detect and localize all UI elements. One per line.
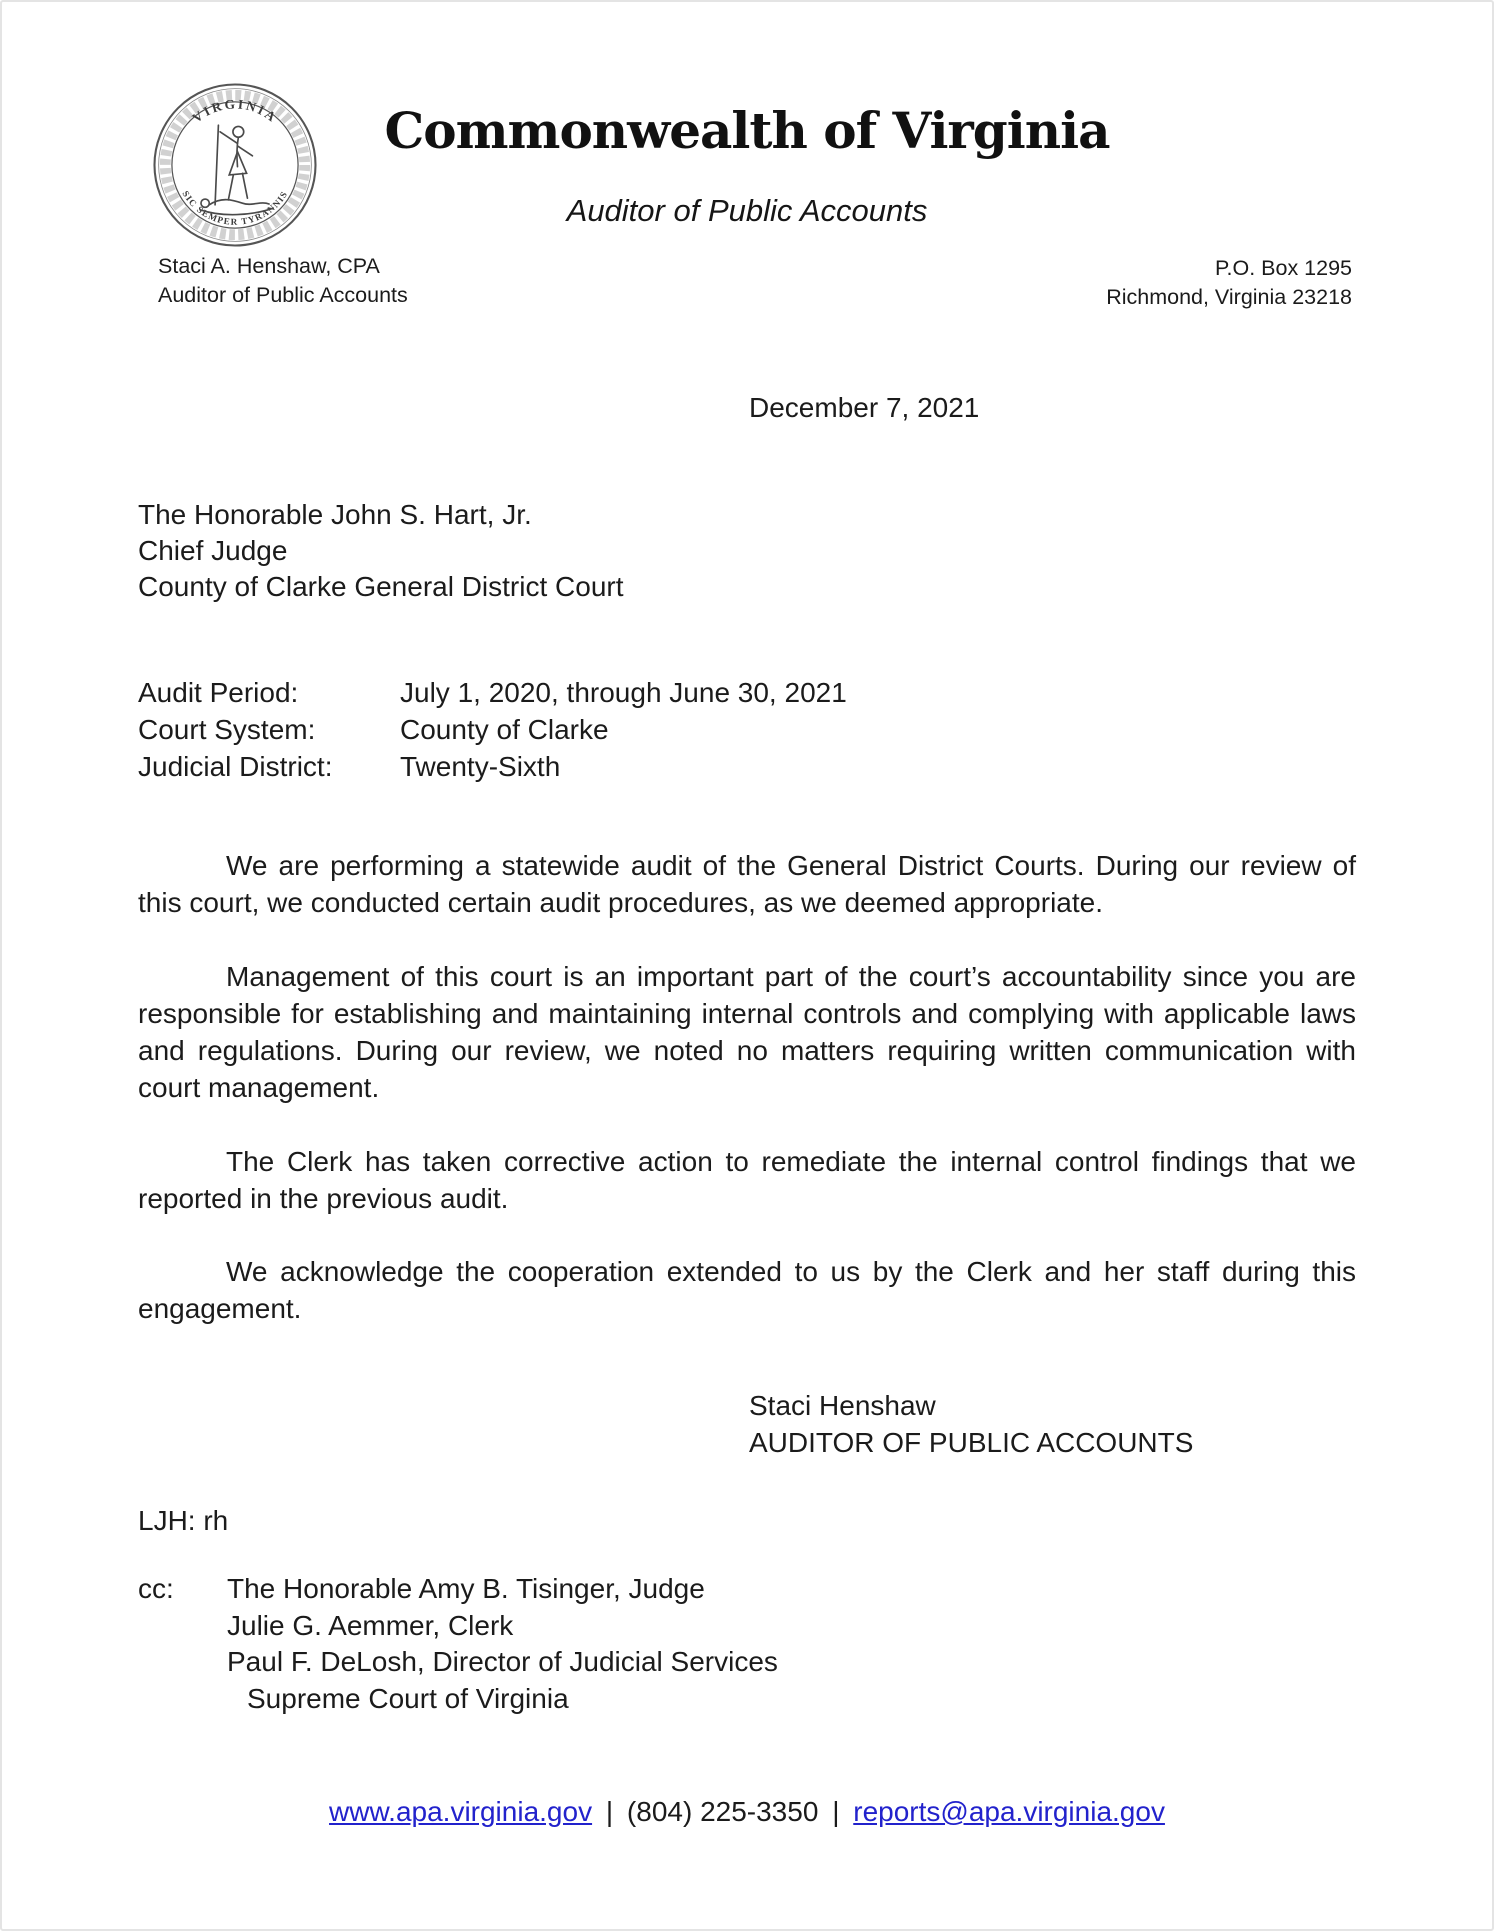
cc-name-3: Paul F. DeLosh, Director of Judicial Services <box>227 1646 778 1677</box>
email-link[interactable]: reports@apa.virginia.gov <box>853 1796 1165 1827</box>
body-paragraph-3: The Clerk has taken corrective action to remediate the internal control findings that we reported in the previous audit. <box>138 1146 1356 1214</box>
recipient-block <box>138 497 1356 605</box>
body-paragraph-4: We acknowledge the cooperation extended to us by the Clerk and her staff during this engagement. <box>138 1256 1356 1324</box>
letterhead-address-block <box>1106 254 1352 312</box>
footer-separator: | <box>605 1796 614 1827</box>
address-line-2: Richmond, Virginia 23218 <box>1106 285 1352 309</box>
letterhead-subtitle: Auditor of Public Accounts <box>566 193 928 228</box>
recipient-name: The Honorable John S. Hart, Jr. <box>138 499 532 530</box>
court-system-value: County of Clarke <box>400 714 609 745</box>
address-line-1: P.O. Box 1295 <box>1214 256 1352 280</box>
phone-number: (804) 225-3350 <box>626 1796 819 1827</box>
body-paragraph-1: We are performing a statewide audit of the General District Courts. During our review of this court, we conducted certain audit procedures, as we deemed appropriate. <box>138 850 1356 918</box>
seal-top-text: VIRGINIA <box>189 96 281 126</box>
letterhead-officer-block <box>158 252 408 310</box>
cc-name-2: Julie G. Aemmer, Clerk <box>227 1609 514 1641</box>
footer-separator: | <box>832 1796 840 1827</box>
signature-name: Staci Henshaw <box>749 1390 936 1421</box>
recipient-role: Chief Judge <box>138 535 288 566</box>
contact-footer <box>138 1794 1356 1830</box>
audit-period-label: Audit Period: <box>138 677 299 708</box>
audit-period-value: July 1, 2020, through June 30, 2021 <box>400 677 847 708</box>
website-link[interactable]: www.apa.virginia.gov <box>329 1796 593 1827</box>
letterhead <box>2 2 1492 312</box>
cc-label: cc: <box>138 1573 174 1604</box>
judicial-district-value: Twenty-Sixth <box>400 751 561 782</box>
judicial-district-row <box>138 748 1356 785</box>
body-paragraph-2: Management of this court is an important part of the court’s accountability since you are responsible for establishing and maintaining internal controls and complying with applicable laws and regulations. During our review, we noted no matters requiring written communication with court management. <box>138 961 1356 1103</box>
audit-period-row <box>138 674 1356 711</box>
officer-name: Staci A. Henshaw, CPA <box>158 254 380 278</box>
reference-initials: LJH: rh <box>138 1505 229 1536</box>
officer-title: Auditor of Public Accounts <box>158 283 408 307</box>
letterhead-title: Commonwealth of Virginia <box>384 101 1110 160</box>
recipient-court: County of Clarke General District Court <box>138 571 624 602</box>
seal-bottom-text: SIC SEMPER TYRANNIS <box>180 188 290 227</box>
audit-info-block <box>138 674 1356 785</box>
cc-name-1: The Honorable Amy B. Tisinger, Judge <box>227 1573 705 1604</box>
cc-name-4: Supreme Court of Virginia <box>247 1682 569 1714</box>
signature-title: AUDITOR OF PUBLIC ACCOUNTS <box>749 1427 1194 1458</box>
judicial-district-label: Judicial District: <box>138 751 333 782</box>
court-system-label: Court System: <box>138 714 316 745</box>
cc-block <box>138 1571 1356 1717</box>
signature-block <box>749 1387 1356 1461</box>
court-system-row <box>138 711 1356 748</box>
cc-names <box>227 1571 778 1717</box>
letter-date: December 7, 2021 <box>749 392 980 423</box>
